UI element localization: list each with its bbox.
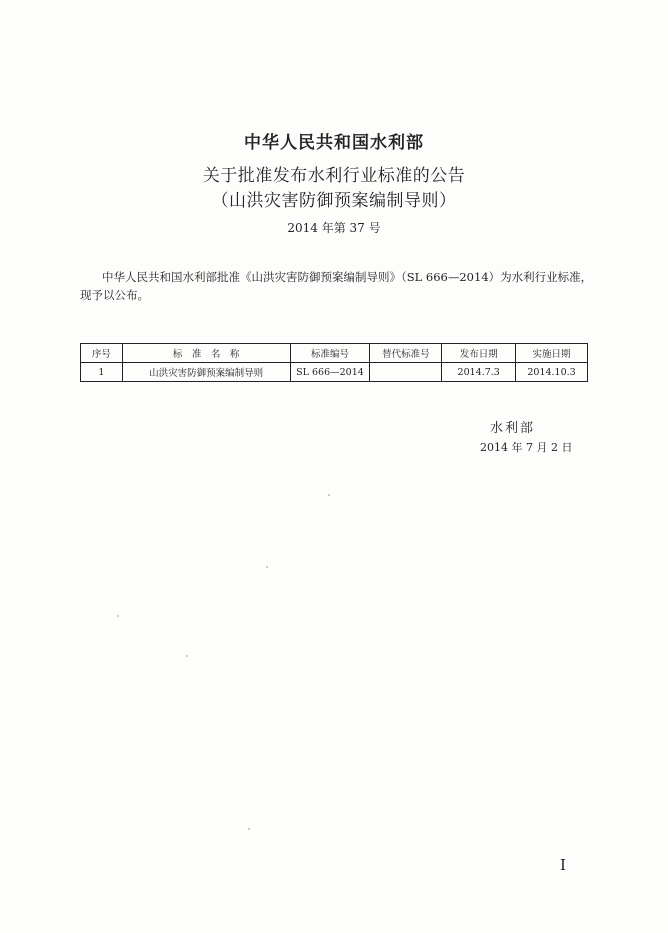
announcement-title: 关于批准发布水利行业标准的公告 <box>202 166 466 186</box>
scan-speck <box>117 615 119 617</box>
header-cell-effective-date: 实施日期 <box>516 344 588 363</box>
scan-speck <box>328 494 330 496</box>
scan-speck <box>186 655 188 657</box>
table-row <box>81 363 588 382</box>
standards-table <box>80 343 588 382</box>
issuer-name: 中华人民共和国水利部 <box>244 133 424 153</box>
page-number: I <box>560 856 566 874</box>
header-cell-release-date: 发布日期 <box>442 344 516 363</box>
signature-date: 2014 年 7 月 2 日 <box>480 441 573 454</box>
header-cell-code: 标准编号 <box>290 344 370 363</box>
cell-index: 1 <box>81 363 123 382</box>
cell-replaced <box>370 363 442 382</box>
cell-code: SL 666—2014 <box>290 363 370 382</box>
table-header-row <box>81 344 588 363</box>
cell-name: 山洪灾害防御预案编制导则 <box>122 363 290 382</box>
announcement-subtitle: （山洪灾害防御预案编制导则） <box>211 191 457 211</box>
scan-speck <box>248 828 250 830</box>
body-paragraph-line1: 中华人民共和国水利部批准《山洪灾害防御预案编制导则》（SL 666—2014）为水利行业标准， <box>102 270 593 284</box>
signature-organization: 水利部 <box>490 421 536 436</box>
header-cell-index: 序号 <box>81 344 123 363</box>
announcement-number: 2014 年第 37 号 <box>287 221 381 235</box>
cell-effective-date: 2014.10.3 <box>516 363 588 382</box>
scan-speck <box>266 566 268 568</box>
header-cell-name: 标 准 名 称 <box>122 344 290 363</box>
body-paragraph-line2: 现予以公布。 <box>80 288 149 302</box>
cell-release-date: 2014.7.3 <box>442 363 516 382</box>
header-cell-replaced: 替代标准号 <box>370 344 442 363</box>
